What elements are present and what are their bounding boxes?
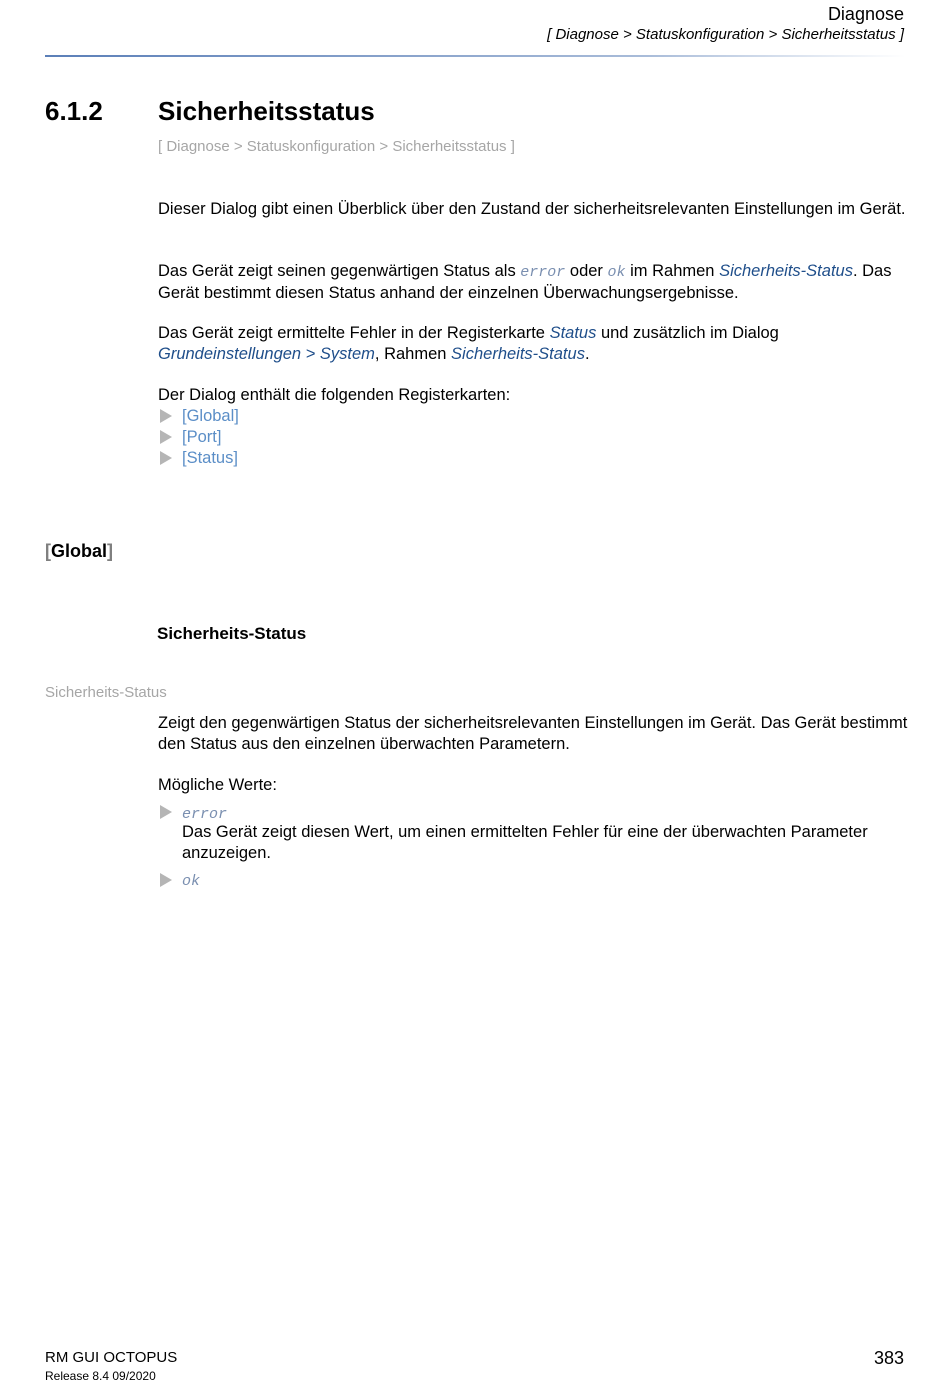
parameter-description: Zeigt den gegenwärtigen Status der sicherheitsrelevanten Einstellungen im Gerät. Das Gerät bestimmt den Status aus den einzelnen überwachten Parametern. [158, 714, 908, 753]
running-header-breadcrumb: [ Diagnose > Statuskonfiguration > Sicherheitsstatus ] [547, 26, 904, 43]
xref-grundeinstellungen-system[interactable]: Grundeinstellungen > System [158, 345, 375, 363]
link-tab-port[interactable]: [Port] [182, 428, 222, 446]
xref-sicherheits-status-frame[interactable]: Sicherheits-Status [451, 345, 585, 363]
header-divider [45, 55, 905, 57]
footer-release: Release 8.4 09/2020 [45, 1369, 156, 1383]
bullet-triangle-icon [160, 409, 172, 423]
link-tab-global[interactable]: [Global] [182, 407, 239, 425]
bullet-triangle-icon [160, 451, 172, 465]
value-description-error: Das Gerät zeigt diesen Wert, um einen ermittelten Fehler für eine der überwachten Parameter anzuzeigen. [182, 823, 868, 862]
possible-values-label: Mögliche Werte: [158, 776, 277, 794]
intro-paragraph-3: Das Gerät zeigt ermittelte Fehler in der Registerkarte Status und zusätzlich im Dialog Grundeinstellungen > System, Rahmen Sicherheits-Status. [158, 324, 779, 363]
bullet-triangle-icon [160, 805, 172, 819]
intro-paragraph-1: Dieser Dialog gibt einen Überblick über den Zustand der sicherheitsrelevanten Einstellungen im Gerät. [158, 200, 906, 218]
value-item-ok [158, 870, 458, 891]
page-number: 383 [873, 1348, 904, 1368]
value-ok-code: ok [607, 264, 626, 281]
subsection-heading-global: [Global] [45, 541, 114, 561]
section-title: Sicherheitsstatus [158, 96, 375, 126]
xref-status-tab[interactable]: Status [549, 324, 597, 342]
section-breadcrumb: [ Diagnose > Statuskonfiguration > Sicherheitsstatus ] [158, 138, 515, 155]
list-item-tab-status [158, 448, 458, 469]
value-item-error [158, 802, 908, 864]
list-item-tab-global [158, 406, 458, 427]
link-tab-status[interactable]: [Status] [182, 449, 238, 467]
section-number: 6.1.2 [45, 96, 103, 126]
intro-paragraph-4: Der Dialog enthält die folgenden Registerkarten: [158, 386, 511, 404]
value-code-ok: ok [182, 873, 201, 890]
parameter-label: Sicherheits-Status [45, 684, 167, 701]
intro-paragraph-2: Das Gerät zeigt seinen gegenwärtigen Status als error oder ok im Rahmen Sicherheits-Status. Das Gerät bestimmt diesen Status anhand der einzelnen Überwachungsergebnisse. [158, 262, 892, 302]
list-item-tab-port [158, 427, 458, 448]
bullet-triangle-icon [160, 430, 172, 444]
running-header-title: Diagnose [827, 4, 904, 24]
xref-sicherheits-status[interactable]: Sicherheits-Status [719, 262, 853, 280]
footer-product: RM GUI OCTOPUS [45, 1349, 178, 1366]
frame-heading: Sicherheits-Status [157, 624, 307, 643]
value-error-code: error [520, 264, 566, 281]
bullet-triangle-icon [160, 873, 172, 887]
value-code-error: error [182, 806, 228, 823]
